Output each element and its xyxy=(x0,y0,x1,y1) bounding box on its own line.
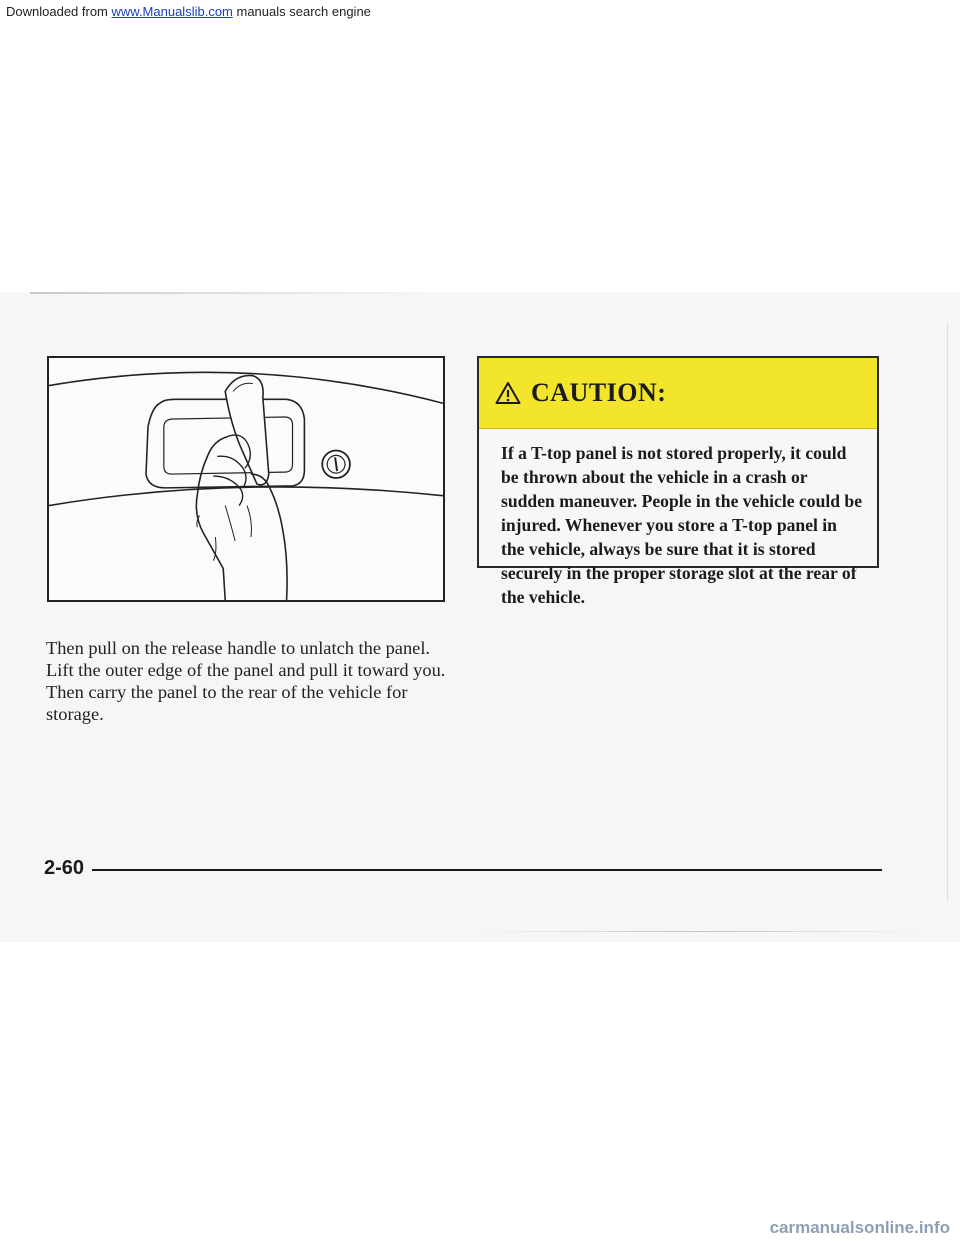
warning-triangle-icon xyxy=(495,381,521,405)
t-top-release-handle-illustration xyxy=(49,358,443,600)
footer-faint-line xyxy=(480,931,920,932)
manual-page xyxy=(0,292,960,942)
page-right-edge xyxy=(947,322,948,902)
instruction-paragraph: Then pull on the release handle to unlatch the panel. Lift the outer edge of the panel and pull it toward you. Then carry the panel to the rear of the vehicle for storage. xyxy=(46,638,446,724)
caution-box xyxy=(477,356,879,607)
release-handle-figure xyxy=(47,356,445,602)
manualslib-link[interactable]: www.Manualslib.com xyxy=(111,4,233,19)
page-number: 2-60 xyxy=(44,857,85,879)
caution-title: CAUTION: xyxy=(531,378,667,407)
banner-suffix: manuals search engine xyxy=(232,4,371,19)
caution-header xyxy=(479,358,877,429)
banner-prefix: Downloaded from xyxy=(6,4,112,19)
watermark: carmanualsonline.info xyxy=(769,1218,950,1237)
caution-text: If a T-top panel is not stored properly, it could be thrown about the vehicle in a crash or sudden maneuver. People in the vehicle could be injured. Whenever you store a T-top panel in the vehicle, always be sure that it is stored securely in the proper storage slot at the rear of the vehicle. xyxy=(501,443,863,607)
footer-rule xyxy=(92,869,882,871)
page-top-edge xyxy=(30,292,430,294)
download-banner xyxy=(6,4,371,19)
